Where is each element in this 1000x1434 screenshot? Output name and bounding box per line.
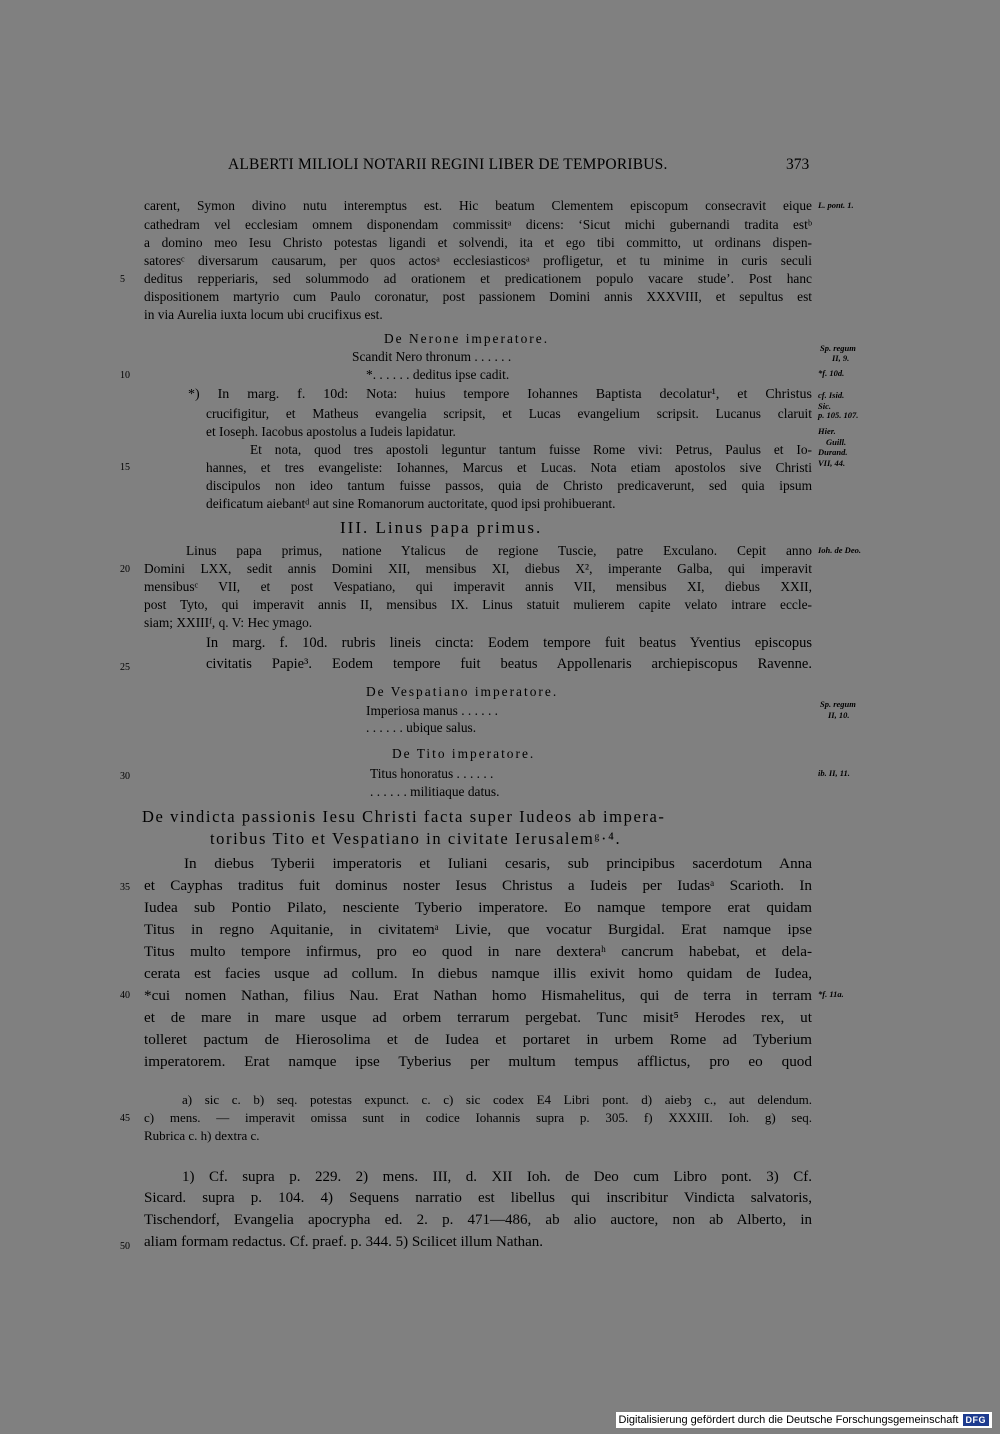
text-line: tolleret pactum de Hierosolima et de Iudea et portaret in urbem Rome ad Tyberium (144, 1031, 812, 1048)
margin-ref: ib. II, 11. (818, 768, 850, 778)
running-title: ALBERTI MILIOLI NOTARII REGINI LIBER DE TEMPORIBUS. (228, 156, 668, 173)
text-line: deificatum aiebantᵈ aut sine Romanorum auctoritate, quod ipsi prohibuerant. (206, 496, 616, 511)
text-line: Titus multo tempore infirmus, pro eo quod in nare dexteraʰ cancrum habebat, et dela- (144, 943, 812, 960)
text-line: satoresᶜ diversarum causarum, per quos actosᵃ ecclesiasticosᵃ profligetur, et tu minime in curis seculi (144, 253, 812, 268)
line-number: 40 (120, 990, 130, 1001)
verse-line: Scandit Nero thronum . . . . . . (352, 349, 512, 364)
text-line: *) In marg. f. 10d: Nota: huius tempore Iohannes Baptista decolatur¹, et Christus (188, 387, 812, 402)
text-line: deditus repperiaris, sed solummodo ad orationem et predicationem populo vacare stude’. Post hanc (144, 271, 812, 286)
text-line: c) mens. — imperavit omissa sunt in codice Iohannis supra p. 305. f) XXXIII. Ioh. g) seq. (144, 1110, 812, 1125)
text-line: Titus in regno Aquitanie, in civitatemᵃ Livie, que vocatur Burgidal. Erat namque ipse (144, 921, 812, 938)
line-number: 35 (120, 882, 130, 893)
margin-ref: *f. 11a. (818, 989, 844, 999)
text-line: Et nota, quod tres apostoli leguntur tantum fuisse Rome vivi: Petrus, Paulus et Io- (250, 442, 812, 457)
text-line: cerata est facies usque ad collum. In diebus namque illis exivit homo quidam de Iudea, (144, 965, 812, 982)
line-number: 45 (120, 1113, 130, 1124)
margin-ref: VII, 44. (818, 458, 846, 468)
margin-ref: p. 105. 107. (818, 410, 859, 420)
margin-ref: Sp. regum (820, 699, 856, 709)
page-number: 373 (786, 156, 810, 173)
margin-ref: *f. 10d. (818, 368, 845, 378)
margin-ref: Ioh. de Deo. (818, 545, 861, 555)
text-line: aliam formam redactus. Cf. praef. p. 344. 5) Scilicet illum Nathan. (144, 1234, 544, 1250)
text-line: discipulos non ideo tantum fuisse passos, quia de Christo predicaverunt, sed quia ipsum (206, 478, 812, 493)
text-line: crucifigitur, et Matheus evangelia scripsit, et Lucas evangelium scripsit. Lucanus claruit (206, 406, 812, 421)
text-line: *cui nomen Nathan, filius Nau. Erat Nathan homo Hismahelitus, qui de terra in terram (144, 987, 812, 1004)
credit-text: Digitalisierung gefördert durch die Deutsche Forschungsgemeinschaft (618, 1414, 959, 1426)
section-title-titus: De Tito imperatore. (392, 746, 536, 761)
text-line: Iudea sub Pontio Pilato, nesciente Tyberio imperatore. Eo namque tempore erat quidam (144, 899, 812, 916)
text-line: in via Aurelia iuxta locum ubi crucifixus est. (144, 307, 383, 322)
section-title-vindicta: De vindicta passionis Iesu Christi facta super Iudeos ab impera- (142, 807, 666, 826)
line-number: 15 (120, 462, 130, 473)
text-line: post Tyto, qui imperavit annis II, mensibus IX. Linus statuit mulierem capite velato intrare eccle- (144, 597, 812, 612)
margin-ref: II, 10. (828, 710, 850, 720)
text-line: et Ioseph. Iacobus apostolus a Iudeis lapidatur. (206, 424, 456, 439)
text-line: hannes, et tres evangeliste: Iohannes, Marcus et Lucas. Nota etiam apostolos sive Christi (206, 460, 812, 475)
line-number: 50 (120, 1241, 130, 1252)
text-line: cathedram vel ecclesiam omnem disponendam commissitᵃ dicens: ‘Sicut michi gubernandi tradita estᵇ (144, 217, 812, 232)
text-line: In marg. f. 10d. rubris lineis cincta: Eodem tempore fuit beatus Yventius episcopus (206, 635, 812, 651)
text-line: In diebus Tyberii imperatoris et Iuliani cesaris, sub principibus sacerdotum Anna (184, 855, 812, 872)
text-line: 1) Cf. supra p. 229. 2) mens. III, d. XII Ioh. de Deo cum Libro pont. 3) Cf. (182, 1169, 812, 1185)
section-title-nero: De Nerone imperatore. (384, 331, 550, 346)
text-line: dispositionem martyrio cum Paulo coronatur, post passionem Domini annis XXXVIII, et sepultus est (144, 289, 812, 304)
text-line: a) sic c. b) seq. potestas expunct. c. c) sic codex E4 Libri pont. d) aiebȝ c., aut delendum. (182, 1092, 812, 1107)
text-line: et Cayphas traditus fuit dominus noster Iesus Christus a Iudeis per Iudasᵃ Scarioth. In (144, 877, 812, 894)
section-title-vindicta-cont: toribus Tito et Vespatiano in civitate Ierusalemᵍ·⁴. (210, 829, 622, 848)
text-line: siam; XXIIIᶠ, q. V: Hec ymago. (144, 615, 313, 630)
margin-ref: Sp. regum (820, 343, 856, 353)
margin-ref: II, 9. (832, 353, 850, 363)
text-line: mensibusᶜ VII, et post Vespatiano, qui imperavit annis VII, mensibus XI, diebus XXII, (144, 579, 812, 594)
text-line: Linus papa primus, natione Ytalicus de regione Tuscie, patre Exculano. Cepit anno (186, 543, 812, 558)
text-line: Domini LXX, sedit annis Domini XII, mensibus XI, diebus X², imperante Galba, qui imperavit (144, 561, 812, 576)
section-title-linus: III. Linus papa primus. (340, 518, 543, 537)
verse-line: *. . . . . . deditus ipse cadit. (366, 367, 510, 382)
verse-line: Imperiosa manus . . . . . . (366, 703, 499, 718)
text-line: Tischendorf, Evangelia apocrypha ed. 2. p. 471—486, ab alio auctore, non ab Alberto, in (144, 1212, 812, 1228)
margin-ref: Hier. (818, 426, 836, 436)
text-line: civitatis Papie³. Eodem tempore fuit beatus Appollenaris archiepiscopus Ravenne. (206, 656, 812, 672)
margin-ref: cf. Isid. (818, 390, 845, 400)
margin-ref: Sic. (818, 401, 831, 411)
verse-line: . . . . . . ubique salus. (366, 720, 477, 735)
line-number: 20 (120, 564, 130, 575)
text-line: a domino meo Iesu Christo potestas ligandi et solvendi, ita et ego tibi committo, ut ordinans dispen- (144, 235, 812, 250)
text-line: et de mare in mare usque ad orbem terrarum pergebat. Tunc misit⁵ Herodes rex, ut (144, 1009, 812, 1026)
text-line: Sicard. supra p. 104. 4) Sequens narratio est libellus qui inscribitur Vindicta salvatoris, (144, 1190, 812, 1206)
digitization-credit (616, 1412, 992, 1428)
margin-ref: Durand. (818, 447, 848, 457)
line-number: 25 (120, 662, 130, 673)
verse-line: . . . . . . militiaque datus. (370, 784, 500, 799)
text-line: imperatorem. Erat namque ipse Tyberius per multum tempus afflictus, pro eo quod (144, 1053, 812, 1070)
line-number: 10 (120, 370, 130, 381)
line-number: 5 (120, 274, 125, 285)
text-line: Rubrica c. h) dextra c. (144, 1128, 260, 1143)
section-title-vespasian: De Vespatiano imperatore. (366, 684, 559, 699)
verse-line: Titus honoratus . . . . . . (370, 766, 494, 781)
margin-ref: L. pont. 1. (818, 200, 854, 210)
margin-ref: Guill. (826, 437, 847, 447)
line-number: 30 (120, 771, 130, 782)
dfg-logo-icon: DFG (963, 1414, 990, 1426)
text-line: carent, Symon divino nutu interemptus est. Hic beatum Clementem episcopum consecravit eique (144, 198, 812, 213)
